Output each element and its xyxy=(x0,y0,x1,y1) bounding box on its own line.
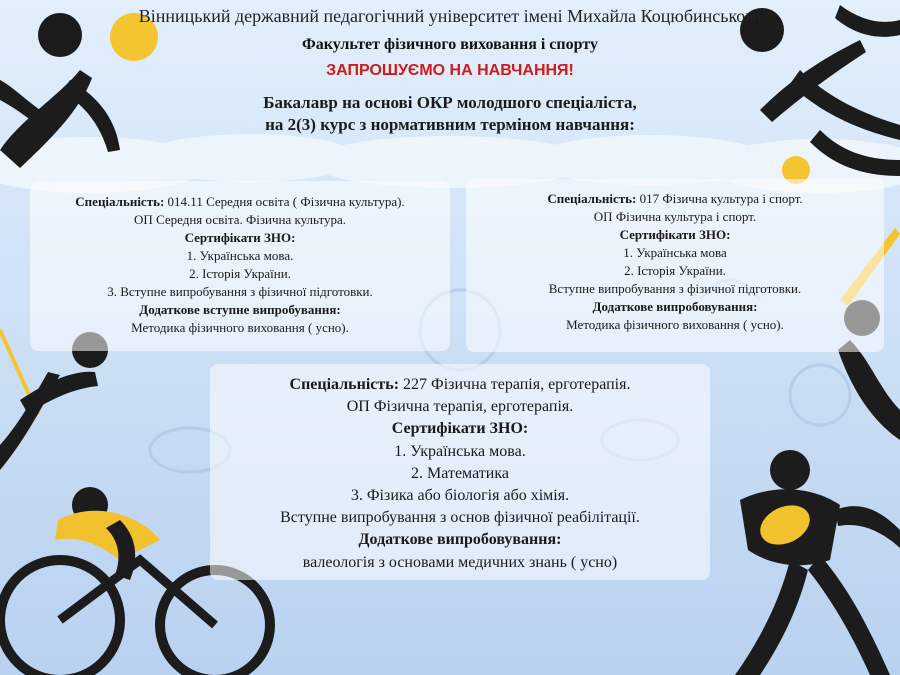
invitation-title: ЗАПРОШУЄМО НА НАВЧАННЯ! xyxy=(326,62,574,79)
degree-line-1: Бакалавр на основі ОКР молодшого спеціаліста, xyxy=(263,93,637,112)
extra-exam-value: Методика фізичного виховання ( усно). xyxy=(566,317,784,332)
program-name: ОП Середня освіта. Фізична культура. xyxy=(134,212,346,227)
fencer-icon xyxy=(0,330,108,470)
extra-exam-label: Додаткове вступне випробування: xyxy=(139,302,341,317)
program-name: ОП Фізична терапія, ерготерапія. xyxy=(346,398,574,416)
specialty-label: Спеціальність: xyxy=(547,191,637,206)
extra-exam-value: валеологія з основами медичних знань ( усно) xyxy=(302,553,618,571)
specialty-label: Спеціальність: xyxy=(75,194,165,209)
specialty-value: 014.11 Середня освіта ( Фізична культура). xyxy=(164,194,405,209)
university-name: Вінницький державний педагогічний університет імені Михайла Коцюбинського xyxy=(138,6,762,26)
zno-item: 2. Математика xyxy=(411,464,509,482)
specialty-label: Спеціальність: xyxy=(289,376,400,393)
zno-item: 2. Історія України. xyxy=(189,266,291,281)
extra-exam-label: Додаткове випробовування: xyxy=(358,531,562,549)
specialty-value: 227 Фізична терапія, ерготерапія. xyxy=(399,376,631,393)
degree-info xyxy=(0,92,900,136)
zno-item: 1. Українська мова. xyxy=(186,248,294,263)
zno-item: 1. Українська мова. xyxy=(394,442,526,460)
faculty-name: Факультет фізичного виховання і спорту xyxy=(302,36,598,53)
zno-label: Сертифікати ЗНО: xyxy=(391,420,529,438)
zno-label: Сертифікати ЗНО: xyxy=(619,227,731,242)
specialty-line xyxy=(210,374,710,396)
zno-item: 1. Українська мова xyxy=(623,245,727,260)
zno-item: Вступне випробування з фізичної підготовки. xyxy=(548,281,802,296)
specialty-card-physical-therapy xyxy=(210,364,710,580)
zno-item: Вступне випробування з основ фізичної реабілітації. xyxy=(280,509,640,527)
rugby-player-icon xyxy=(735,450,900,675)
extra-exam-label: Додаткове випробовування: xyxy=(592,299,758,314)
zno-item: 2. Історія України. xyxy=(624,263,726,278)
degree-line-2: на 2(3) курс з нормативним терміном навчання: xyxy=(265,115,635,134)
zno-item: 3. Фізика або біологія або хімія. xyxy=(350,487,570,505)
extra-exam-value: Методика фізичного виховання ( усно). xyxy=(131,320,349,335)
program-name: ОП Фізична культура і спорт. xyxy=(593,209,757,224)
specialty-card-physical-culture-sport xyxy=(466,179,884,352)
specialty-line xyxy=(466,190,884,208)
specialty-line xyxy=(30,193,450,211)
specialty-card-physical-education xyxy=(30,181,450,351)
specialty-value: 017 Фізична культура і спорт. xyxy=(636,191,803,206)
zno-label: Сертифікати ЗНО: xyxy=(184,230,296,245)
zno-item: 3. Вступне випробування з фізичної підготовки. xyxy=(107,284,373,299)
